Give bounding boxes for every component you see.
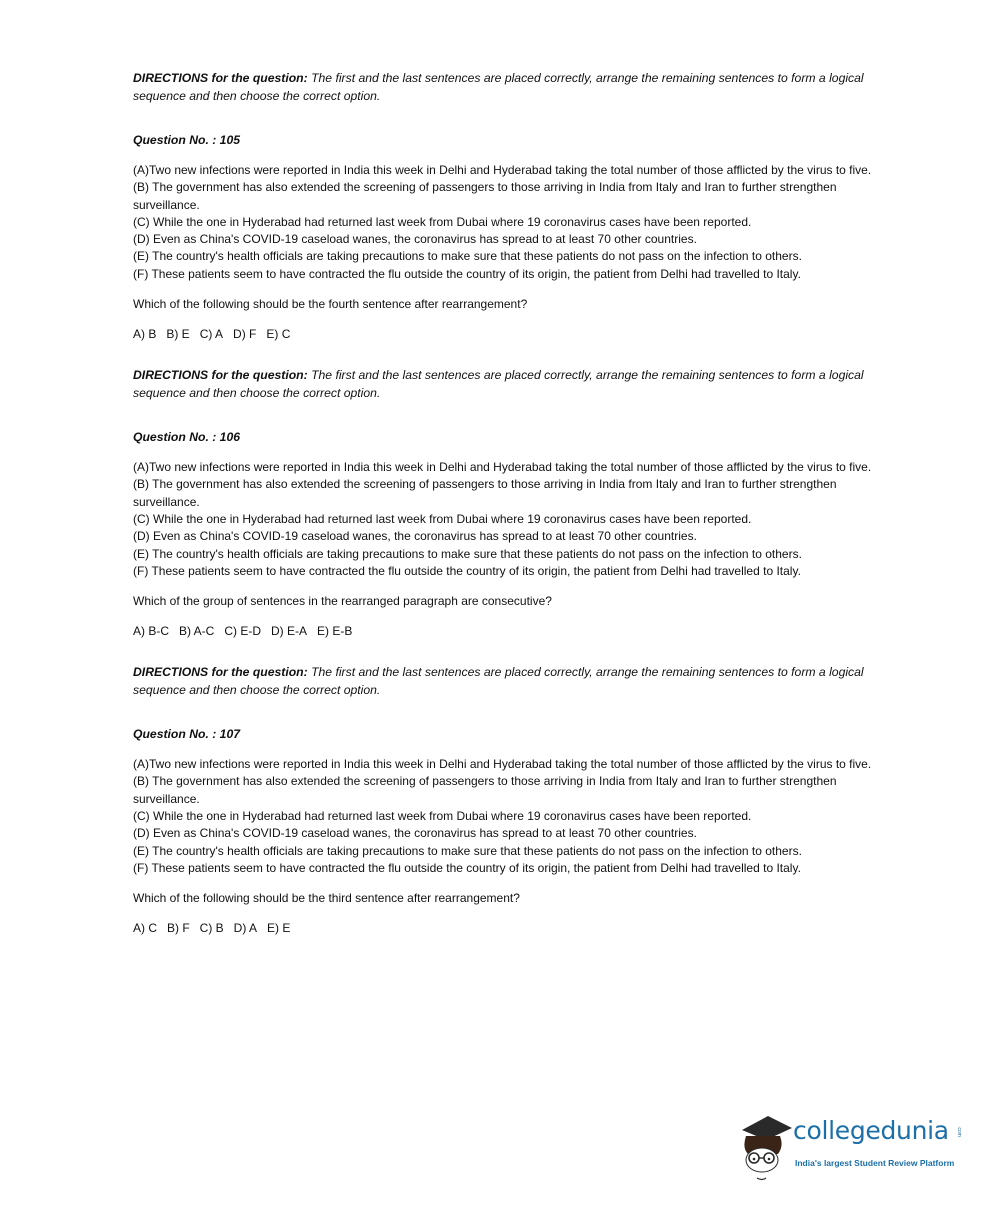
directions — [133, 664, 878, 699]
answer-options — [133, 326, 878, 343]
sentence-d: (D) Even as China's COVID-19 caseload wanes, the coronavirus has spread to at least 70 other countries. — [133, 826, 697, 841]
option-b: B) A-C — [179, 624, 215, 639]
option-c: C) B — [199, 921, 224, 936]
question-prompt: Which of the group of sentences in the rearranged paragraph are consecutive? — [133, 594, 552, 609]
option-b: B) F — [167, 921, 190, 936]
question-number: Question No. : 105 — [133, 133, 240, 147]
sentence-e: (E) The country's health officials are taking precautions to make sure that these patients do not pass on the infection to others. — [133, 249, 802, 264]
document-page — [133, 70, 878, 937]
sentence-b: (B) The government has also extended the screening of passengers to those arriving in India from Italy and Iran to further strengthen surveillance. — [133, 477, 837, 509]
option-c: C) E-D — [224, 624, 262, 639]
option-a: A) B — [133, 327, 157, 342]
option-b: B) E — [166, 327, 190, 342]
answer-options — [133, 920, 878, 937]
logo-tagline: India's largest Student Review Platform — [795, 1158, 955, 1168]
question-number: Question No. : 106 — [133, 430, 240, 445]
directions-label: DIRECTIONS for the question: — [133, 665, 308, 680]
sentence-f: (F) These patients seem to have contracted the flu outside the country of its origin, the patient from Delhi had travelled to Italy. — [133, 860, 801, 875]
directions-label: DIRECTIONS for the question: — [133, 368, 308, 383]
question-block-105 — [133, 70, 878, 343]
question-prompt: Which of the following should be the third sentence after rearrangement? — [133, 891, 520, 906]
option-d: D) A — [233, 921, 258, 936]
option-e: E) E — [267, 921, 291, 936]
option-a: A) B-C — [133, 624, 169, 639]
sentence-list — [133, 459, 878, 580]
option-a: A) C — [133, 921, 157, 936]
directions-label: DIRECTIONS for the question: — [133, 71, 308, 85]
sentence-c: (C) While the one in Hyderabad had returned last week from Dubai where 19 coronavirus cases have been reported. — [133, 511, 752, 526]
sentence-d: (D) Even as China's COVID-19 caseload wanes, the coronavirus has spread to at least 70 other countries. — [133, 529, 697, 544]
option-d: D) E-A — [271, 624, 308, 639]
sentence-a: (A)Two new infections were reported in India this week in Delhi and Hyderabad taking the total number of those afflicted by the virus to five. — [133, 460, 872, 475]
logo-suffix: .com — [956, 1126, 962, 1137]
sentence-b: (B) The government has also extended the screening of passengers to those arriving in India from Italy and Iran to further strengthen surveillance. — [133, 180, 837, 212]
sentence-a: (A)Two new infections were reported in India this week in Delhi and Hyderabad taking the total number of those afflicted by the virus to five. — [133, 757, 872, 772]
option-c: C) A — [199, 327, 224, 342]
question-number: Question No. : 107 — [133, 727, 240, 742]
question-block-106 — [133, 367, 878, 640]
sentence-e: (E) The country's health officials are taking precautions to make sure that these patients do not pass on the infection to others. — [133, 843, 802, 858]
logo-wordmark: collegedunia — [793, 1116, 949, 1145]
sentence-e: (E) The country's health officials are taking precautions to make sure that these patients do not pass on the infection to others. — [133, 546, 802, 561]
answer-options — [133, 623, 878, 640]
question-block-107 — [133, 664, 878, 937]
sentence-c: (C) While the one in Hyderabad had returned last week from Dubai where 19 coronavirus cases have been reported. — [133, 214, 752, 229]
option-e: E) C — [266, 327, 291, 342]
sentence-d: (D) Even as China's COVID-19 caseload wanes, the coronavirus has spread to at least 70 other countries. — [133, 232, 697, 247]
option-d: D) F — [233, 327, 257, 342]
directions — [133, 70, 878, 105]
question-prompt: Which of the following should be the fourth sentence after rearrangement? — [133, 297, 528, 312]
sentence-b: (B) The government has also extended the screening of passengers to those arriving in India from Italy and Iran to further strengthen surveillance. — [133, 774, 837, 806]
sentence-list — [133, 162, 878, 283]
directions-text: The first and the last sentences are placed correctly, arrange the remaining sentences to form a logical sequence and then choose the correct option. — [133, 368, 864, 400]
option-e: E) E-B — [317, 624, 353, 639]
sentence-a: (A)Two new infections were reported in India this week in Delhi and Hyderabad taking the total number of those afflicted by the virus to five. — [133, 163, 872, 177]
sentence-list — [133, 756, 878, 877]
collegedunia-logo — [738, 1108, 963, 1183]
directions — [133, 367, 878, 402]
student-mascot-icon — [738, 1108, 794, 1183]
sentence-c: (C) While the one in Hyderabad had returned last week from Dubai where 19 coronavirus cases have been reported. — [133, 809, 752, 824]
sentence-f: (F) These patients seem to have contracted the flu outside the country of its origin, the patient from Delhi had travelled to Italy. — [133, 563, 801, 578]
directions-text: The first and the last sentences are placed correctly, arrange the remaining sentences to form a logical sequence and then choose the correct option. — [133, 665, 864, 697]
directions-text: The first and the last sentences are placed correctly, arrange the remaining sentences to form a logical sequence and then choose the correct option. — [133, 71, 864, 103]
sentence-f: (F) These patients seem to have contracted the flu outside the country of its origin, the patient from Delhi had travelled to Italy. — [133, 266, 801, 281]
